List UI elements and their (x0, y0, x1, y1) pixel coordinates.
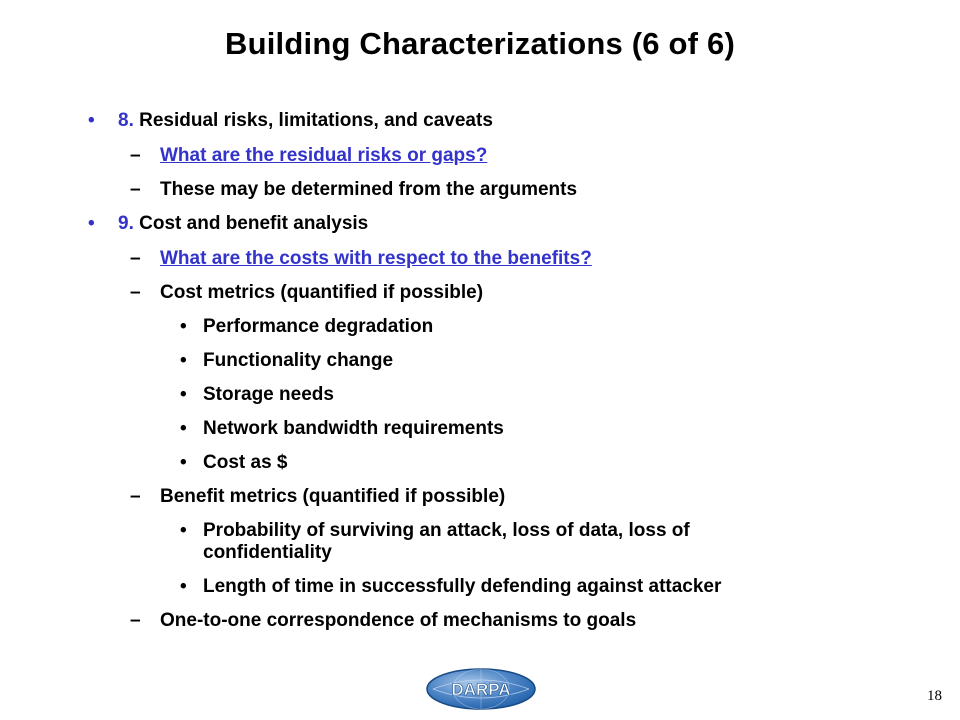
dash-marker: – (130, 610, 141, 631)
costs-benefits-link[interactable]: What are the costs with respect to the benefits? (160, 248, 592, 269)
item-text: Network bandwidth requirements (203, 418, 504, 439)
item-text: One-to-one correspondence of mechanisms to goals (160, 610, 637, 631)
bullet-marker: • (180, 520, 187, 541)
sub-item (80, 610, 940, 632)
sub-item (80, 486, 940, 508)
bullet-marker: • (88, 213, 95, 234)
slide-title: Building Characterizations (6 of 6) (225, 26, 735, 61)
bullet-marker: • (180, 384, 187, 405)
item-text: Cost as $ (203, 452, 288, 473)
item-text: Performance degradation (203, 316, 434, 337)
sub-sub-item (80, 316, 773, 338)
sub-sub-item (80, 520, 773, 564)
bullet-marker: • (180, 452, 187, 473)
bullet-marker: • (180, 418, 187, 439)
item-text: Residual risks, limitations, and caveats (139, 110, 493, 131)
bullet-marker: • (180, 576, 187, 597)
item-number: 8. (118, 110, 134, 131)
bullet-item-9 (80, 213, 940, 235)
logo-text: DARPA (451, 680, 511, 699)
sub-item (80, 282, 940, 304)
item-number: 9. (118, 213, 134, 234)
sub-sub-item (80, 350, 773, 372)
sub-sub-item (80, 576, 903, 598)
residual-risks-link[interactable]: What are the residual risks or gaps? (160, 145, 488, 166)
sub-sub-item (80, 452, 773, 474)
darpa-logo (425, 667, 537, 711)
dash-marker: – (130, 179, 141, 200)
item-text: Benefit metrics (quantified if possible) (160, 486, 506, 507)
bullet-marker: • (180, 350, 187, 371)
dash-marker: – (130, 145, 141, 166)
item-text: Cost metrics (quantified if possible) (160, 282, 484, 303)
item-text: Length of time in successfully defending against attacker (203, 576, 722, 597)
dash-marker: – (130, 282, 141, 303)
sub-sub-item (80, 384, 773, 406)
page-number: 18 (927, 688, 942, 704)
sub-item[interactable] (80, 145, 940, 167)
dash-marker: – (130, 486, 141, 507)
item-text: These may be determined from the arguments (160, 179, 578, 200)
bullet-marker: • (88, 110, 95, 131)
bullet-item-8 (80, 110, 940, 132)
dash-marker: – (130, 248, 141, 269)
item-text: Storage needs (203, 384, 334, 405)
item-text: Functionality change (203, 350, 394, 371)
item-text: Cost and benefit analysis (139, 213, 369, 234)
bullet-marker: • (180, 316, 187, 337)
sub-sub-item (80, 418, 773, 440)
slide-content (80, 110, 940, 644)
sub-item (80, 179, 940, 201)
item-text: Probability of surviving an attack, loss of data, loss of confidentiality (203, 520, 690, 563)
sub-item[interactable] (80, 248, 940, 270)
